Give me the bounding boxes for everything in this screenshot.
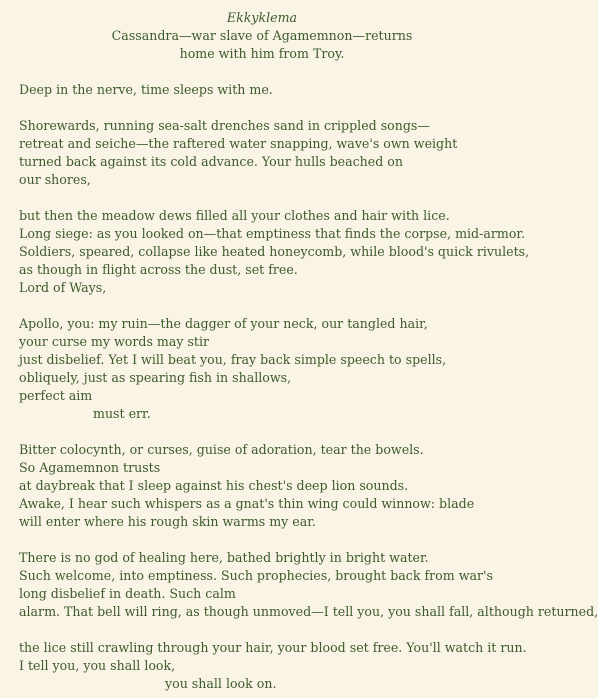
stanza-4	[19, 315, 540, 423]
poem-line: Awake, I hear such whispers as a gnat's thin wing could winnow: blade	[19, 496, 475, 511]
poem-header	[0, 9, 524, 63]
poem-subtitle-line: Cassandra—war slave of Agamemnon—returns	[111, 28, 413, 43]
poem-line: as though in flight across the dust, set free.	[19, 262, 298, 277]
poem-line: our shores,	[19, 172, 91, 187]
poem-line: perfect aim	[19, 388, 93, 403]
poem-line: I tell you, you shall look,	[19, 658, 176, 673]
poem-line: Soldiers, speared, collapse like heated honeycomb, while blood's quick rivulets,	[19, 244, 530, 259]
stanza-7	[19, 639, 540, 693]
poem-line: the lice still crawling through your hair, your blood set free. You'll watch it run.	[19, 640, 527, 655]
poem-line: Apollo, you: my ruin—the dagger of your neck, our tangled hair,	[19, 316, 428, 331]
poem-line: your curse my words may stir	[19, 334, 210, 349]
poem-subtitle-line: home with him from Troy.	[179, 46, 345, 61]
poem-line: at daybreak that I sleep against his chest's deep lion sounds.	[19, 478, 409, 493]
poem-line-indented: must err.	[93, 406, 151, 421]
stanza-1	[19, 81, 540, 99]
poem-line: turned back against its cold advance. Your hulls beached on	[19, 154, 403, 169]
stanza-6	[19, 549, 598, 621]
poem-line: Deep in the nerve, time sleeps with me.	[19, 82, 273, 97]
poem-line: There is no god of healing here, bathed brightly in bright water.	[19, 550, 429, 565]
poem-line: Lord of Ways,	[19, 280, 107, 295]
stanza-5	[19, 441, 540, 531]
poem-line: Long siege: as you looked on—that emptiness that finds the corpse, mid-armor.	[19, 226, 526, 241]
stanza-2	[19, 117, 540, 189]
poem-line: Shorewards, running sea-salt drenches sand in crippled songs—	[19, 118, 430, 133]
poem-line: obliquely, just as spearing fish in shallows,	[19, 370, 292, 385]
poem-line: Such welcome, into emptiness. Such prophecies, brought back from war's	[19, 568, 493, 583]
poem-line: will enter where his rough skin warms my ear.	[19, 514, 316, 529]
stanza-3	[19, 207, 540, 297]
poem-title: Ekkyklema	[226, 10, 298, 25]
poem-line-indented: you shall look on.	[165, 676, 277, 691]
poem-line: retreat and seiche—the raftered water snapping, wave's own weight	[19, 136, 458, 151]
poem-line: but then the meadow dews filled all your clothes and hair with lice.	[19, 208, 450, 223]
poem-line: So Agamemnon trusts	[19, 460, 161, 475]
poem-line: just disbelief. Yet I will beat you, fray back simple speech to spells,	[19, 352, 447, 367]
poem-line: Bitter colocynth, or curses, guise of adoration, tear the bowels.	[19, 442, 424, 457]
poem-line: long disbelief in death. Such calm	[19, 586, 236, 601]
poem-line: alarm. That bell will ring, as though unmoved—I tell you, you shall fall, although returned,	[19, 604, 598, 619]
